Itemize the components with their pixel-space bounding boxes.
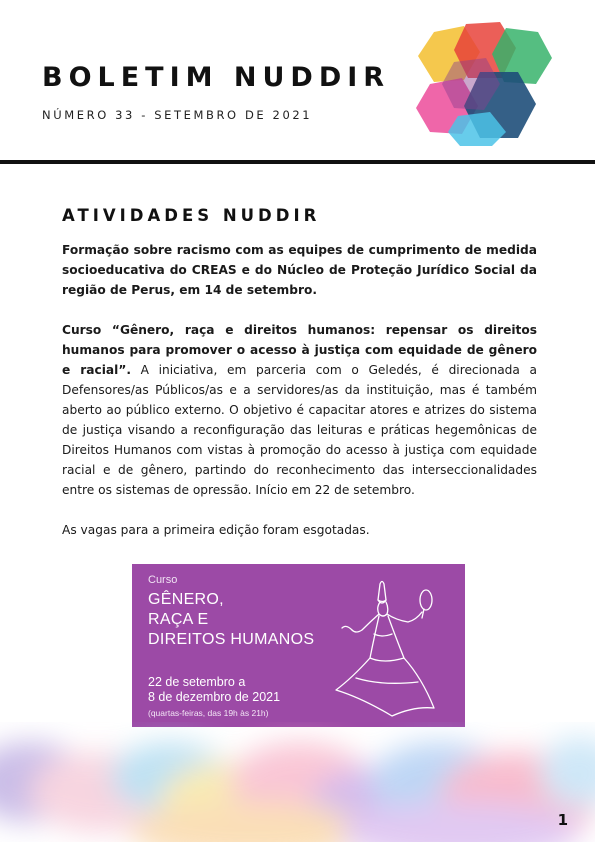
paragraph-racism-training bbox=[62, 240, 537, 300]
banner-title-line1: GÊNERO, bbox=[148, 591, 224, 608]
banner-dates-line1: 22 de setembro a bbox=[148, 675, 246, 689]
paragraph-vacancies: As vagas para a primeira edição foram esgotadas. bbox=[62, 523, 370, 537]
banner-kicker: Curso bbox=[148, 574, 178, 586]
banner-title-line2: RAÇA E bbox=[148, 611, 209, 628]
course-description-text: A iniciativa, em parceria com o Geledés, é direcionada a Defensores/as Públicos/as e a servidores/as da instituição, mas é também aberto ao público externo. O objetivo é capacitar atores e atrizes do sistema de justiça visando a reconfiguração das leituras e práticas hegemônicas de Direitos Humanos com vistas à promoção do acesso à justiça com equidade racial e de gênero, partindo do reconhecimento das interseccionalidades entre os sistemas de opressão. Início em 22 de setembro. bbox=[62, 363, 537, 497]
banner-schedule: (quartas-feiras, das 19h às 21h) bbox=[148, 708, 269, 718]
banner-dates-line2: 8 de dezembro de 2021 bbox=[148, 690, 281, 704]
watercolor-footer-decoration bbox=[0, 722, 595, 842]
course-banner bbox=[132, 564, 465, 727]
nuddir-hexagon-logo bbox=[414, 22, 556, 146]
newsletter-title: BOLETIM NUDDIR bbox=[42, 62, 391, 93]
section-title: ATIVIDADES NUDDIR bbox=[62, 206, 321, 225]
racism-training-text: Formação sobre racismo com as equipes de cumprimento de medida socioeducativa do CREAS e do Núcleo de Proteção Jurídico Social da região de Perus, em 14 de setembro. bbox=[62, 243, 537, 297]
page-number: 1 bbox=[557, 811, 568, 829]
banner-title-line3: DIREITOS HUMANOS bbox=[148, 631, 315, 648]
paragraph-course bbox=[62, 320, 537, 500]
article-body bbox=[62, 240, 537, 560]
header-divider bbox=[0, 160, 595, 164]
course-title-text: Curso “Gênero, raça e direitos humanos: repensar os direitos humanos para promover o acesso à justiça com equidade de gênero e racial”. bbox=[62, 323, 537, 377]
justice-figure-illustration bbox=[322, 578, 457, 724]
issue-subtitle: NÚMERO 33 - SETEMBRO DE 2021 bbox=[42, 108, 313, 122]
